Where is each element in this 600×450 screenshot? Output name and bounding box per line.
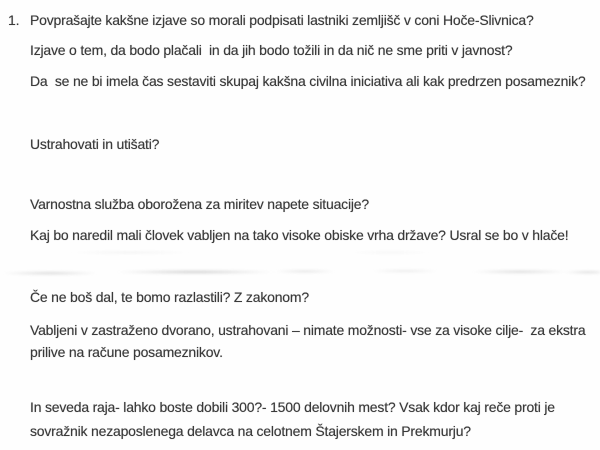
question-line-intimidate-silence: Ustrahovati in utišati? [30,136,160,152]
scan-smudge-artifact [0,266,600,278]
scan-smudge-artifact-faint [0,249,600,256]
question-line-security-service: Varnostna služba oborožena za miritev napete situacije? [30,196,369,212]
paragraph-guarded-hall-line-1: Vabljeni v zastraženo dvorano, ustrahovani – nimate možnosti- vse za visoke cilje- za ekstra [30,322,586,338]
paragraph-jobs-promise-line-2: sovražnik nezaposlenega delavca na celotnem Štajerskem in Prekmurju? [30,423,471,439]
question-line-civil-initiative: Da se ne bi imela čas sestaviti skupaj kakšna civilna iniciativa ali kak predrzen posameznik? [30,73,586,89]
paragraph-jobs-promise-line-1: In seveda raja- lahko boste dobili 300?- 1500 delovnih mest? Vsak kdor kaj reče proti je [30,399,555,415]
question-line-expropriation: Če ne boš dal, te bomo razlastili? Z zakonom? [30,289,309,305]
question-line-little-man: Kaj bo naredil mali človek vabljen na tako visoke obiske vrha države? Usral se bo v hlače! [30,227,569,243]
question-line-statements-about-paying: Izjave o tem, da bodo plačali in da jih bodo tožili in da nič ne sme priti v javnost? [30,42,513,58]
question-line-zone-statements: Povprašajte kakšne izjave so morali podpisati lastniki zemljišč v coni Hoče-Slivnica? [30,12,534,28]
list-item-number: 1. [8,12,20,28]
paragraph-guarded-hall-line-2: prilive na račune posameznikov. [30,344,223,360]
